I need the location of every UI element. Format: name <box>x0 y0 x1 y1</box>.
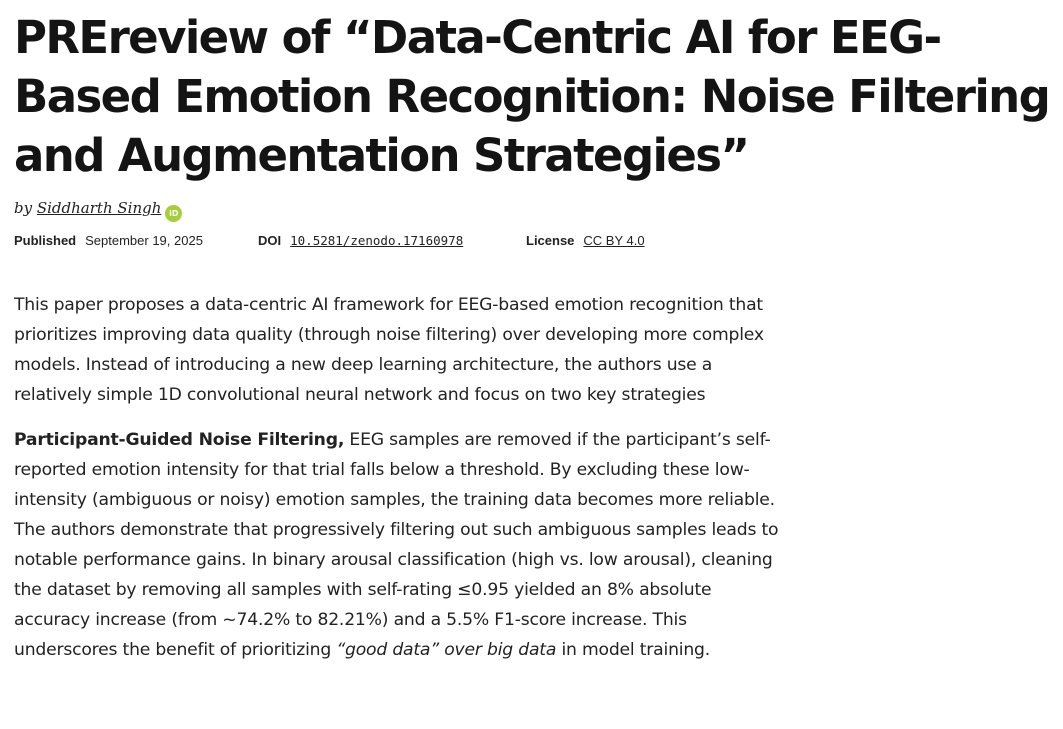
doi-label: DOI <box>258 233 282 248</box>
license-link[interactable]: CC BY 4.0 <box>583 233 645 248</box>
license-meta <box>526 232 645 250</box>
paragraph-intro: This paper proposes a data-centric AI framework for EEG-based emotion recognition that prioritizes improving data quality (through noise filtering) over developing more complex models. Instead of introducing a new deep learning architecture, the authors use a relatively simple 1D convolutional neural network and focus on two key strategies <box>14 295 764 405</box>
byline <box>14 196 182 220</box>
noise-filtering-text: EEG samples are removed if the participant’s self-reported emotion intensity for that trial falls below a threshold. By excluding these low-intensity (ambiguous or noisy) emotion samples, the training data becomes more reliable. The authors demonstrate that progressively filtering out such ambiguous samples leads to notable performance gains. In binary arousal classification (high vs. low arousal), cleaning the dataset by removing all samples with self-rating ≤0.95 yielded an 8% absolute accuracy increase (from ~74.2% to 82.21%) and a 5.5% F1-score increase. This underscores the benefit of prioritizing <box>14 430 779 660</box>
review-body <box>14 290 786 680</box>
review-title: PREreview of “Data-Centric AI for EEG-Based Emotion Recognition: Noise Filtering and Augmentation Strategies” <box>14 11 1050 182</box>
paragraph-noise-filtering <box>14 425 786 665</box>
good-data-emphasis: “good data” over big data <box>336 640 557 660</box>
published-label: Published <box>14 233 77 248</box>
license-label: License <box>526 233 575 248</box>
published-meta <box>14 232 203 250</box>
author-link[interactable]: Siddharth Singh <box>36 199 162 217</box>
doi-meta <box>258 232 463 250</box>
orcid-icon[interactable]: iD <box>165 205 182 222</box>
doi-link[interactable]: 10.5281/zenodo.17160978 <box>290 233 464 248</box>
published-date: September 19, 2025 <box>85 233 203 248</box>
noise-filtering-end: in model training. <box>556 640 711 660</box>
by-label: by <box>14 199 33 217</box>
noise-filtering-heading: Participant-Guided Noise Filtering, <box>14 430 345 450</box>
